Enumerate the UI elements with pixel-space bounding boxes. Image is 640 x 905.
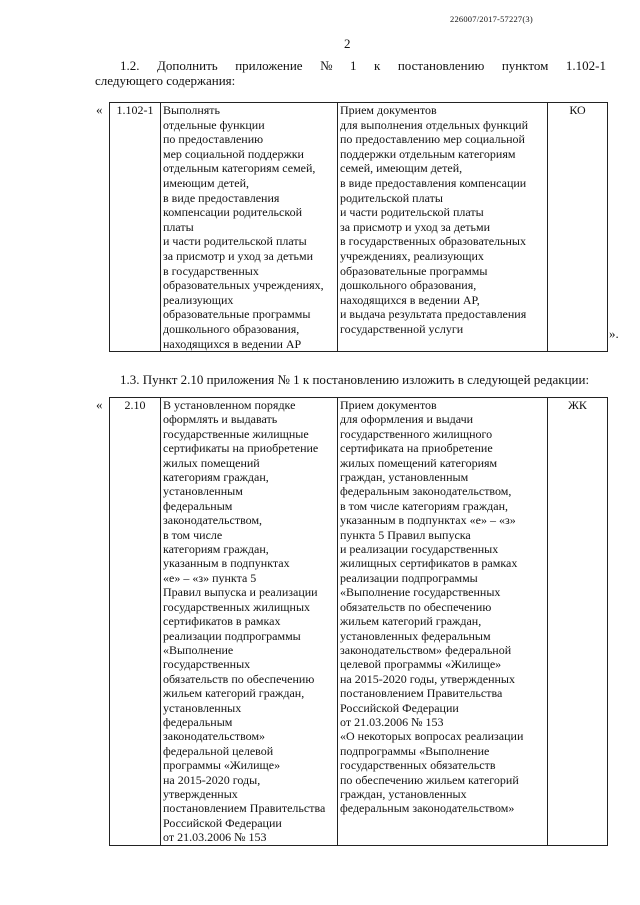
item-responsible: КО (548, 103, 608, 352)
table-item-2-10 (109, 397, 608, 846)
close-quote: ». (609, 326, 619, 341)
open-quote: « (96, 102, 103, 117)
intro-word: 1.2. (120, 58, 140, 73)
item-code: 1.102-1 (110, 103, 161, 352)
item-procedure: Прием документов для выполнения отдельных функций по предоставлению мер социальной поддержки отдельным категориям семей, имеющим детей, в виде предоставления компенсации родительской платы и части родительской платы за присмотр и уход за детьми в государственных образовательных учреждениях, реализующих образовательные программы дошкольного образования, находящихся в ведении АР, и выдача результата предоставления государственной услуги (338, 103, 548, 352)
item-procedure: Прием документов для оформления и выдачи государственного жилищного сертификата на приобретение жилых помещений категориям граждан, установленным федеральным законодательством, в том числе категориям граждан, указанным в подпунктах «е» – «з» пункта 5 Правил выпуска и реализации государственных жилищных сертификатов в рамках реализации подпрограммы «Выполнение государственных обязательств по обеспечению жильем категорий граждан, установленных федеральным законодательством» федеральной целевой программы «Жилище» на 2015-2020 годы, утвержденных постановлением Правительства Российской Федерации от 21.03.2006 № 153 «О некоторых вопросах реализации подпрограммы «Выполнение государственных обязательств по обеспечению жильем категорий граждан, установленных федеральным законодательством» (338, 398, 548, 846)
document-id: 226007/2017-57227(3) (450, 14, 533, 24)
intro-word: к (374, 58, 381, 73)
item-responsible: ЖК (548, 398, 608, 846)
intro-word: пунктом (501, 58, 549, 73)
intro-word: постановлению (397, 58, 485, 73)
page-number: 2 (344, 36, 351, 51)
item-function: Выполнять отдельные функции по предоставлению мер социальной поддержки отдельным категориям семей, имеющим детей, в виде предоставления компенсации родительской платы и части родительской платы за присмотр и уход за детьми в государственных образовательных учреждениях, реализующих образовательные программы дошкольного образования, находящихся в ведении АР (161, 103, 338, 352)
table-row (110, 398, 608, 846)
section-1-2-intro (120, 58, 606, 73)
intro-word: Дополнить (157, 58, 218, 73)
open-quote: « (96, 397, 103, 412)
intro-word: приложение (235, 58, 303, 73)
section-1-3-intro: 1.3. Пункт 2.10 приложения № 1 к постановлению изложить в следующей редакции: (120, 372, 590, 387)
table-item-1-102-1 (109, 102, 608, 352)
table-row (110, 103, 608, 352)
section-1-2-intro-tail: следующего содержания: (95, 73, 236, 88)
item-function: В установленном порядке оформлять и выдавать государственные жилищные сертификаты на приобретение жилых помещений категориям граждан, установленным федеральным законодательством, в том числе категориям граждан, указанным в подпунктах «е» – «з» пункта 5 Правил выпуска и реализации государственных жилищных сертификатов в рамках реализации подпрограммы «Выполнение государственных обязательств по обеспечению жильем категорий граждан, установленных федеральным законодательством» федеральной целевой программы «Жилище» на 2015-2020 годы, утвержденных постановлением Правительства Российской Федерации от 21.03.2006 № 153 (161, 398, 338, 846)
intro-word: 1 (349, 58, 357, 73)
item-code: 2.10 (110, 398, 161, 846)
intro-word: № (320, 58, 333, 73)
intro-word: 1.102-1 (565, 58, 606, 73)
